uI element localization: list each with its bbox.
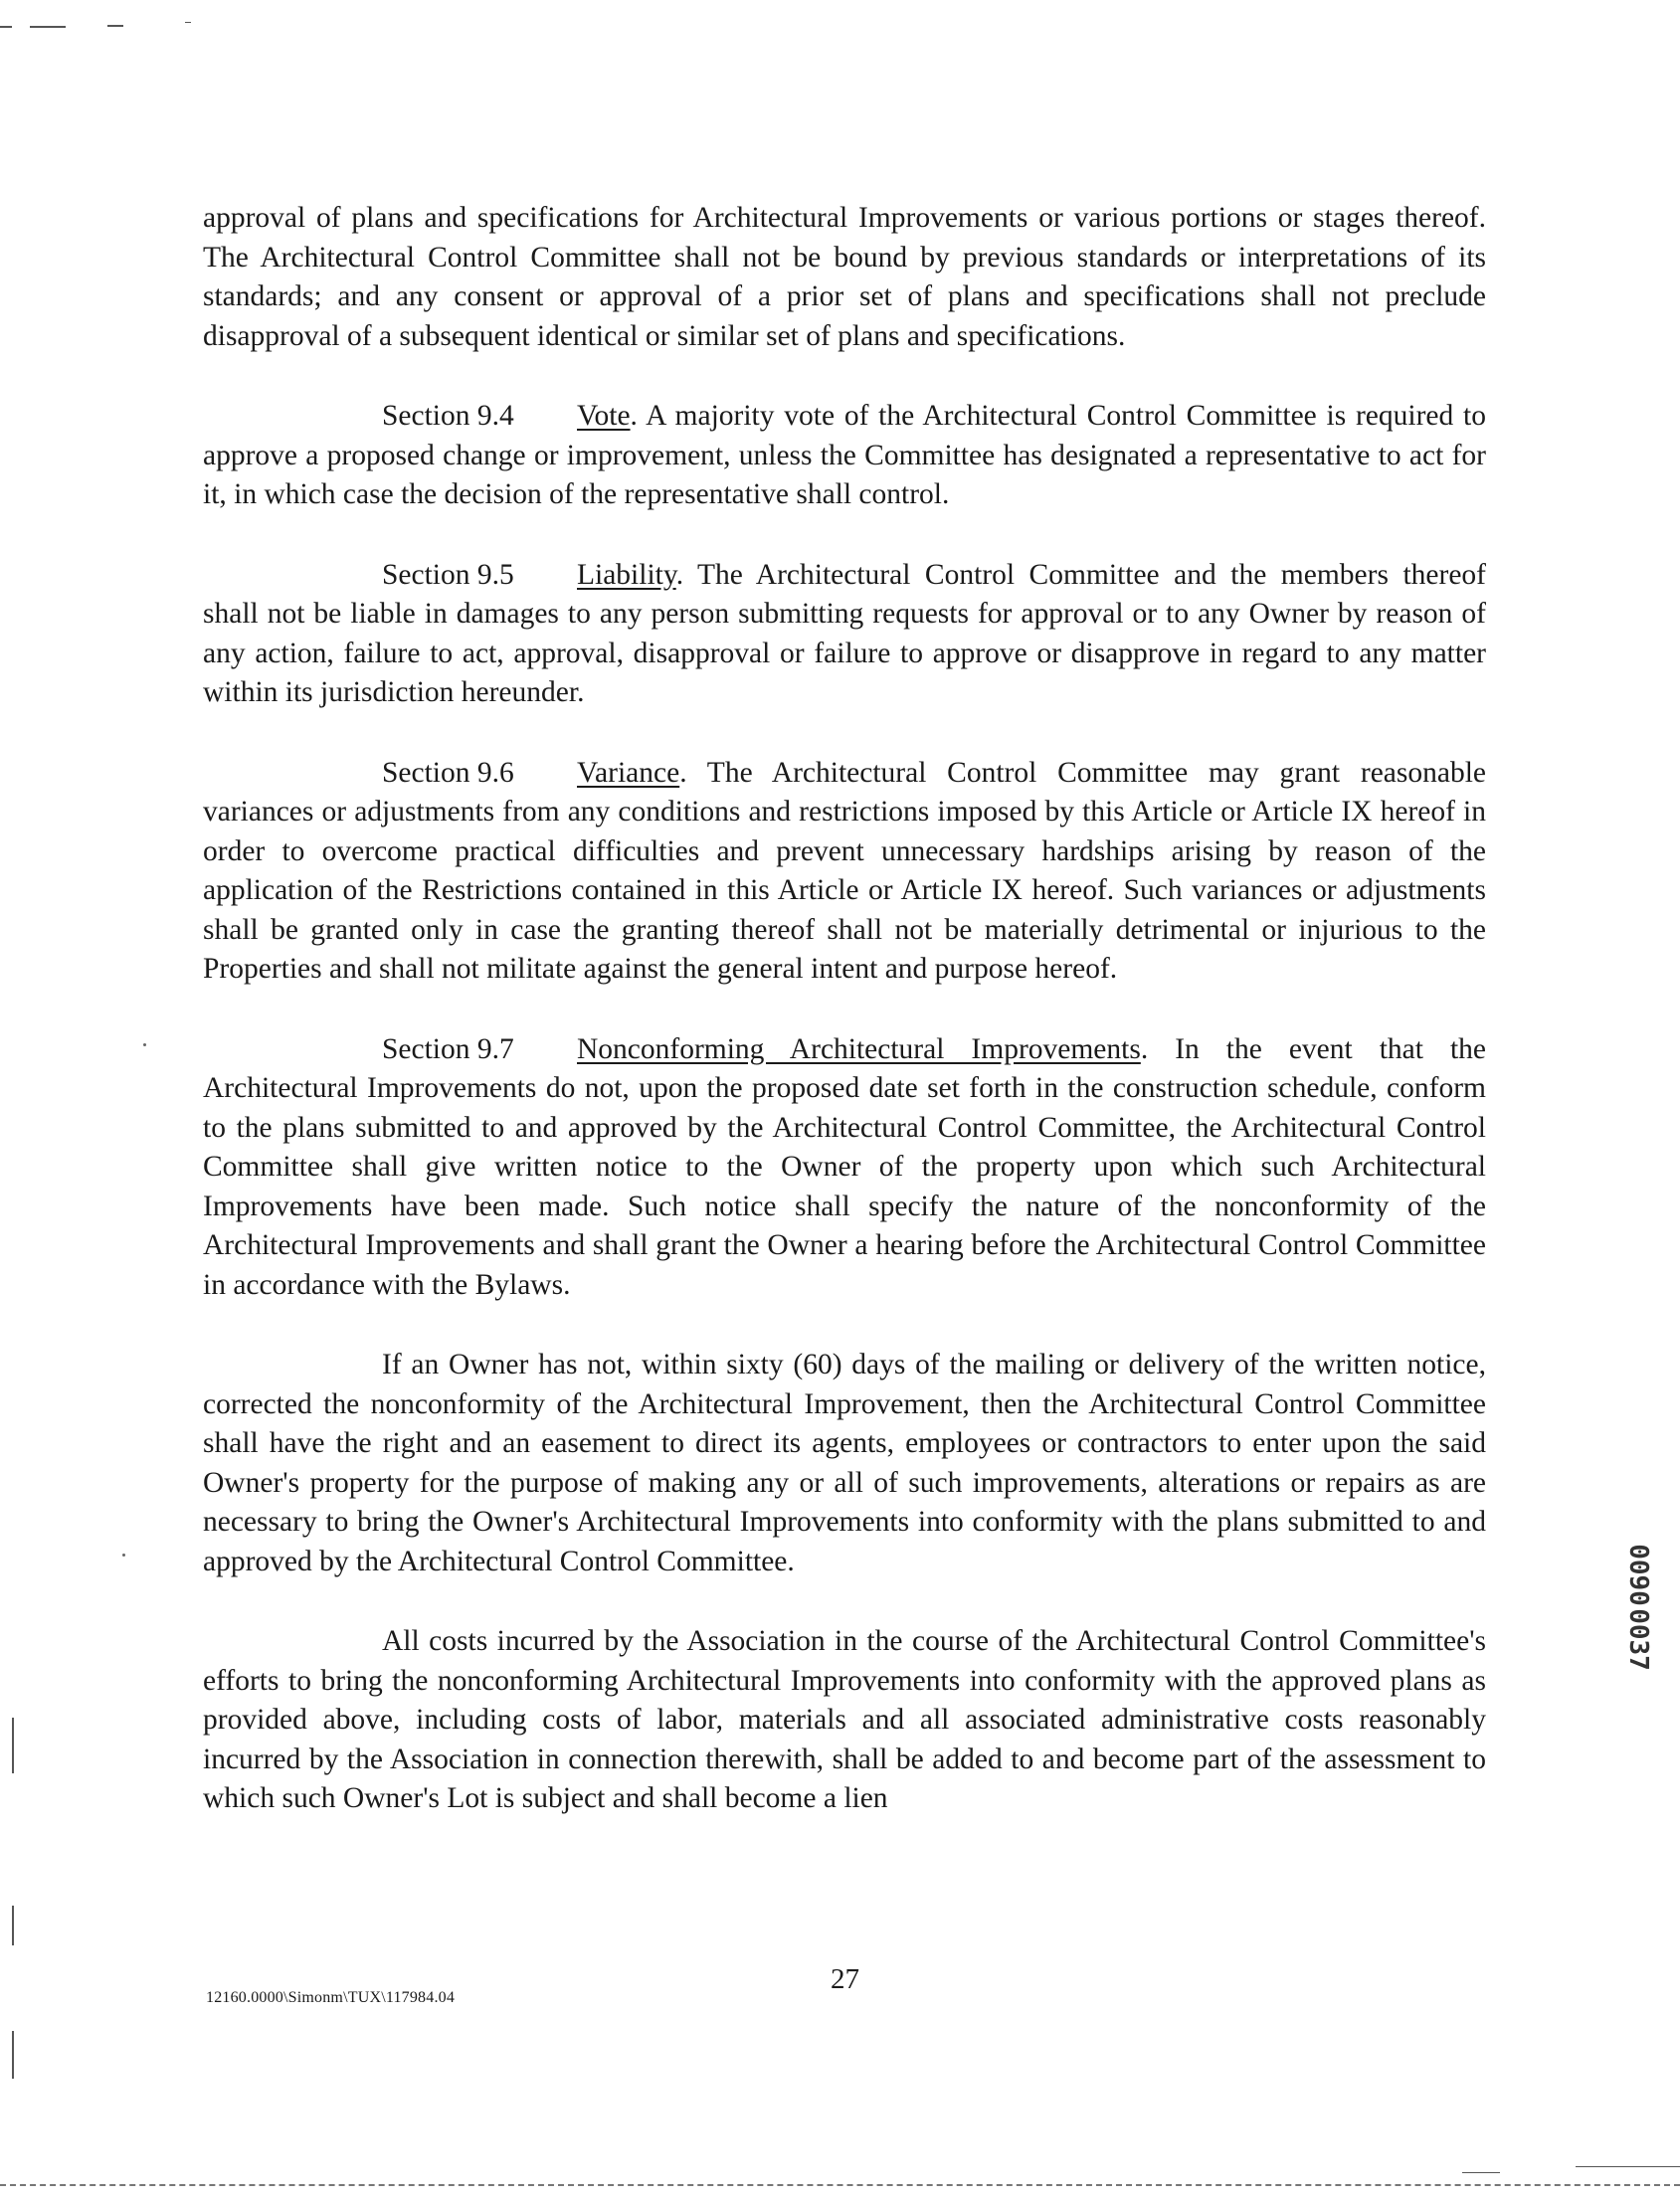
section-number: Section 9.5 xyxy=(382,558,514,591)
scan-mark xyxy=(12,1718,14,1773)
scan-mark xyxy=(0,26,12,28)
paragraph-text: approval of plans and specifications for Architectural Improvements or various portions or stages thereof. The Architectural Control Committee shall not be bound by previous standards or interpretations of its standards; and any consent or approval of a prior set of plans and specifications shall not preclude disapproval of a subsequent identical or similar set of plans and specifications. xyxy=(203,202,1486,352)
paragraph-text: If an Owner has not, within sixty (60) days of the mailing or delivery of the written notice, corrected the nonconformity of the Architectural Improvement, then the Architectural Control Committee shall have the right and an easement to direct its agents, employees or contractors to enter upon the said Owner's property for the purpose of making any or all of such improvements, alterations or repairs as are necessary to bring the Owner's Architectural Improvements into conformity with the plans submitted to and approved by the Architectural Control Committee. xyxy=(203,1349,1486,1577)
section-9-5 xyxy=(203,556,1486,713)
scan-speck xyxy=(143,1043,146,1046)
scan-mark xyxy=(12,1906,14,1945)
paragraph-owner-sixty-days xyxy=(203,1346,1486,1581)
paragraph-all-costs xyxy=(203,1622,1486,1819)
scan-edge-line xyxy=(0,2184,1680,2186)
section-number: Section 9.6 xyxy=(382,756,514,789)
scan-mark xyxy=(185,22,191,23)
section-title: Liability xyxy=(577,558,676,591)
section-number: Section 9.4 xyxy=(382,400,514,432)
stamp-lower: 0037 xyxy=(1622,1608,1653,1671)
section-body: . In the event that the Architectural Improvements do not, upon the proposed date set forth in the construction schedule, conform to the plans submitted to and approved by the Architectural Control Committee, the Architectural Control Committee shall give written notice to the Owner of the property upon which such Architectural Improvements have been made. Such notice shall specify the nature of the nonconformity of the Architectural Improvements and shall grant the Owner a hearing before the Architectural Control Committee in accordance with the Bylaws. xyxy=(203,1032,1486,1301)
section-9-4 xyxy=(203,397,1486,515)
document-body xyxy=(203,199,1486,1860)
paragraph-text: All costs incurred by the Association in the course of the Architectural Control Committee's efforts to bring the nonconforming Architectural Improvements into conformity with the approved plans as provided above, including costs of labor, materials and all associated administrative costs reasonably incurred by the Association in connection therewith, shall be added to and become part of the assessment to which such Owner's Lot is subject and shall become a lien xyxy=(203,1625,1486,1814)
scan-mark xyxy=(107,25,123,27)
scan-mark xyxy=(1462,2172,1500,2173)
section-body: . The Architectural Control Committee and the members thereof shall not be liable in damages to any person submitting requests for approval or to any Owner by reason of any action, failure to act, approval, disapproval or failure to approve or disapprove in regard to any matter within its jurisdiction hereunder. xyxy=(203,558,1486,708)
section-body: . A majority vote of the Architectural Control Committee is required to approve a proposed change or improvement, unless the Committee has designated a representative to act for it, in which case the decision of the representative shall control. xyxy=(203,400,1486,510)
section-title: Nonconforming Architectural Improvements xyxy=(577,1032,1141,1065)
section-number: Section 9.7 xyxy=(382,1032,514,1065)
section-title: Vote xyxy=(577,400,631,432)
section-9-7 xyxy=(203,1030,1486,1306)
scan-speck xyxy=(122,1554,125,1557)
scan-mark xyxy=(30,26,66,28)
section-body: . The Architectural Control Committee may grant reasonable variances or adjustments from any conditions and restrictions imposed by this Article or Article IX hereof in order to overcome practical difficulties and prevent unnecessary hardships arising by reason of the application of the Restrictions contained in this Article or Article IX hereof. Such variances or adjustments shall be granted only in case the granting thereof shall not be materially detrimental or injurious to the Properties and shall not militate against the general intent and purpose hereof. xyxy=(203,756,1486,985)
paragraph-continuation xyxy=(203,199,1486,356)
stamp-upper: 0090 xyxy=(1622,1544,1653,1606)
recording-stamp xyxy=(1617,1544,1657,1918)
section-title: Variance xyxy=(577,756,680,789)
section-9-6 xyxy=(203,754,1486,990)
scan-mark xyxy=(12,2031,14,2079)
scan-mark xyxy=(1576,2166,1680,2167)
document-id: 12160.0000\Simonm\TUX\117984.04 xyxy=(206,1989,456,2006)
page-number: 27 xyxy=(831,1963,859,1995)
